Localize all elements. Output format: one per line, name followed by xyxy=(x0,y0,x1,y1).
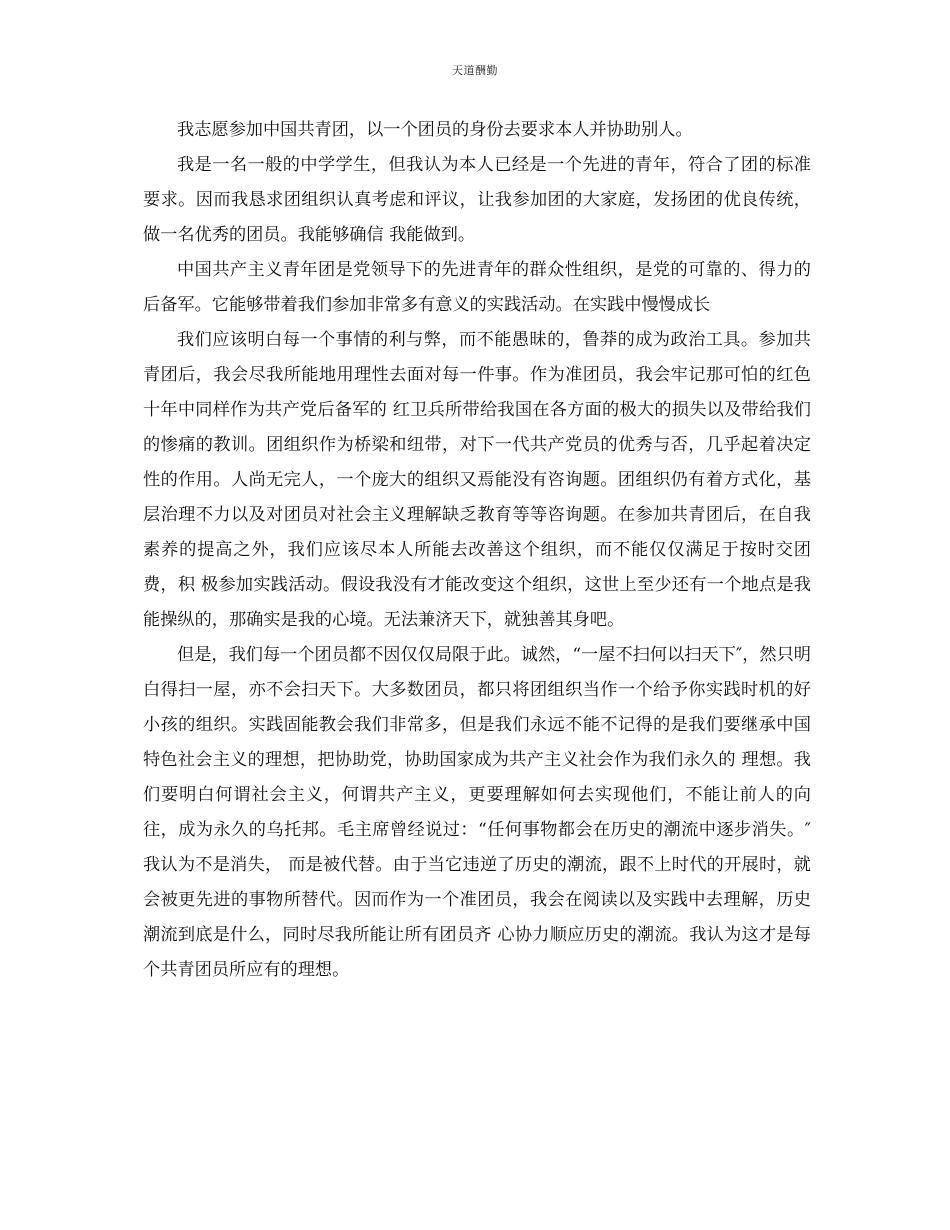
document-body xyxy=(143,113,811,988)
paragraph-2: 我是一名一般的中学学生，但我认为本人已经是一个先进的青年，符合了团的标准要求。因而我恳求团组织认真考虑和评议，让我参加团的大家庭，发扬团的优良传统，做一名优秀的团员。我能够确信 我能做到。 xyxy=(143,155,811,245)
paragraph-4: 我们应该明白每一个事情的利与弊，而不能愚昧的，鲁莽的成为政治工具。参加共青团后，我会尽我所能地用理性去面对每一件事。作为准团员，我会牢记那可怕的红色十年中同样作为共产党后备军的 红卫兵所带给我国在各方面的极大的损失以及带给我们的惨痛的教训。团组织作为桥梁和纽带，对下一代共产党员的优秀与否，几乎起着决定性的作用。人尚无完人，一个庞大的组织又焉能没有咨询题。团组织仍有着方式化，基层治理不力以及对团员对社会主义理解缺乏教育等等咨询题。在参加共青团后，在自我素养的提高之外，我们应该尽本人所能去改善这个组织，而不能仅仅满足于按时交团费，积 极参加实践活动。假设我没有才能改变这个组织，这世上至少还有一个地点是我能操纵的，那确实是我的心境。无法兼济天下，就独善其身吧。 xyxy=(143,330,811,630)
paragraph-1: 我志愿参加中国共青团，以一个团员的身份去要求本人并协助别人。 xyxy=(177,120,693,140)
paragraph-5: 但是，我们每一个团员都不因仅仅局限于此。诚然，“一屋不扫何以扫天下″，然只明白得扫一屋，亦不会扫天下。大多数团员，都只将团组织当作一个给予你实践时机的好小孩的组织。实践固能教会我们非常多，但是我们永远不能不记得的是我们要继承中国特色社会主义的理想，把协助党，协助国家成为共产主义社会作为我们永久的 理想。我们要明白何谓社会主义，何谓共产主义，更要理解如何去实现他们，不能让前人的向往，成为永久的乌托邦。毛主席曾经说过：“任何事物都会在历史的潮流中逐步消失。″我认为不是消失， 而是被代替。由于当它违逆了历史的潮流，跟不上时代的开展时，就会被更先进的事物所替代。因而作为一个准团员，我会在阅读以及实践中去理解，历史潮流到底是什么，同时尽我所能让所有团员齐 心协力顺应历史的潮流。我认为这才是每个共青团员所应有的理想。 xyxy=(143,645,811,980)
page-header: 天道酬勤 xyxy=(452,64,498,77)
paragraph-3: 中国共产主义青年团是党领导下的先进青年的群众性组织，是党的可靠的、得力的后备军。它能够带着我们参加非常多有意义的实践活动。在实践中慢慢成长 xyxy=(143,260,811,315)
